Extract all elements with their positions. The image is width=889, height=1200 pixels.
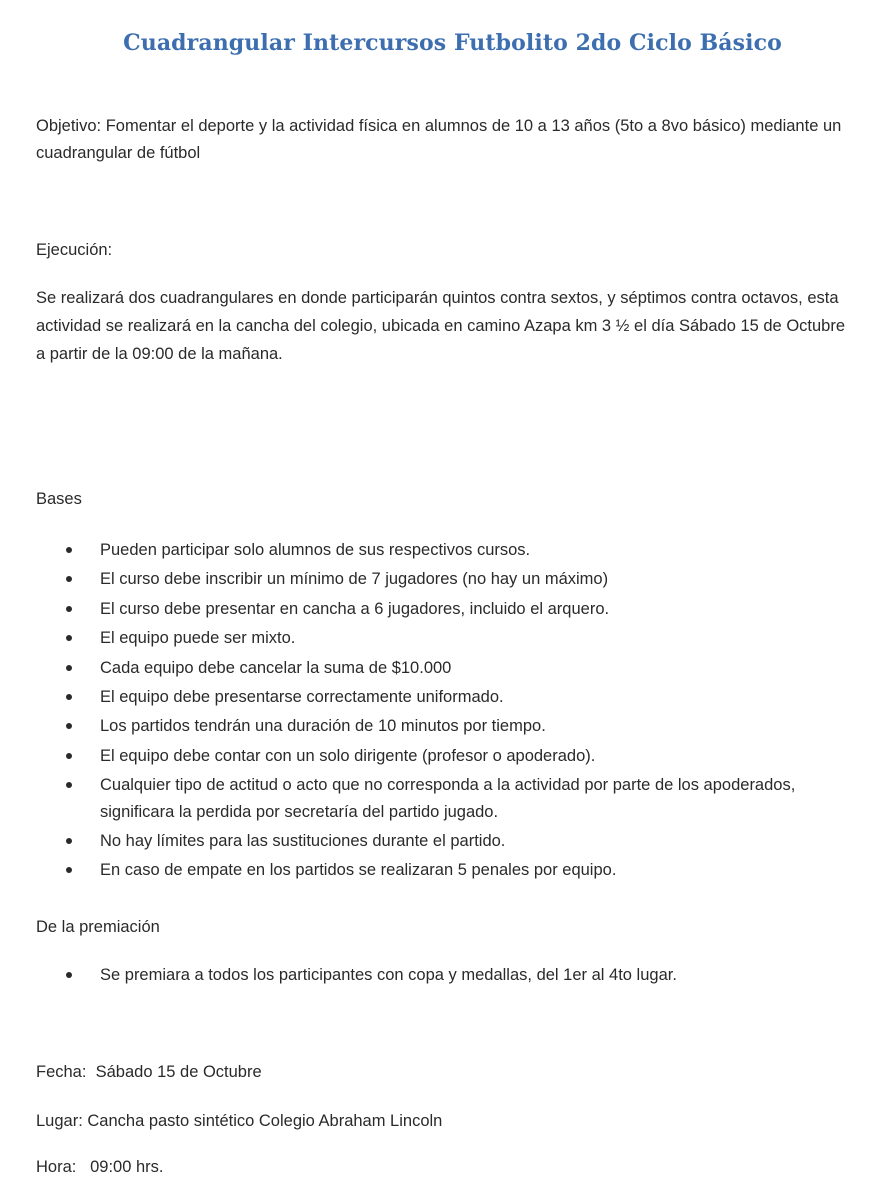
bullet-icon (66, 753, 72, 759)
list-item (0, 566, 889, 592)
list-item-text: Se premiara a todos los participantes con copa y medallas, del 1er al 4to lugar. (100, 966, 677, 984)
time-line: Hora: 09:00 hrs. (36, 1158, 164, 1176)
list-item-text: El equipo debe presentarse correctamente uniformado. (100, 688, 504, 707)
bullet-icon (66, 867, 72, 873)
bullet-icon (66, 635, 72, 641)
document-title: Cuadrangular Intercursos Futbolito 2do Ciclo Básico (123, 30, 782, 56)
list-item-text: El equipo puede ser mixto. (100, 629, 296, 648)
objective-paragraph: Objetivo: Fomentar el deporte y la actividad física en alumnos de 10 a 13 años (5to a 8vo básico) mediante un cuadrangular de fútbol (36, 117, 842, 162)
list-item (0, 537, 889, 563)
execution-heading: Ejecución: (36, 241, 113, 259)
list-item (0, 743, 889, 769)
list-item (0, 772, 889, 825)
list-item-text: En caso de empate en los partidos se realizaran 5 penales por equipo. (100, 861, 617, 880)
list-item (0, 625, 889, 651)
bullet-icon (66, 723, 72, 729)
bullet-icon (66, 782, 72, 788)
awards-list (0, 962, 889, 988)
list-item (0, 828, 889, 854)
list-item-text: Los partidos tendrán una duración de 10 minutos por tiempo. (100, 717, 546, 736)
bases-list (0, 537, 889, 884)
date-line: Fecha: Sábado 15 de Octubre (36, 1063, 262, 1081)
bullet-icon (66, 694, 72, 700)
bullet-icon (66, 972, 72, 978)
list-item-text: El curso debe inscribir un mínimo de 7 jugadores (no hay un máximo) (100, 570, 609, 589)
bases-heading: Bases (36, 490, 82, 508)
list-item-text: No hay límites para las sustituciones durante el partido. (100, 832, 506, 851)
list-item-text: Pueden participar solo alumnos de sus respectivos cursos. (100, 541, 531, 559)
list-item (0, 857, 889, 883)
list-item (0, 655, 889, 681)
list-item-text: El equipo debe contar con un solo dirigente (profesor o apoderado). (100, 746, 596, 765)
list-item (0, 713, 889, 739)
list-item-text: Cualquier tipo de actitud o acto que no corresponda a la actividad por parte de los apoderados, significara la perdida por secretaría del partido jugado. (100, 776, 796, 821)
place-line: Lugar: Cancha pasto sintético Colegio Abraham Lincoln (36, 1112, 443, 1130)
awards-heading: De la premiación (36, 918, 160, 936)
bullet-icon (66, 547, 72, 553)
list-item-text: Cada equipo debe cancelar la suma de $10.000 (100, 658, 452, 677)
bullet-icon (66, 606, 72, 612)
list-item (0, 596, 889, 622)
list-item (0, 962, 889, 988)
list-item-text: El curso debe presentar en cancha a 6 jugadores, incluido el arquero. (100, 599, 610, 618)
execution-paragraph: Se realizará dos cuadrangulares en donde participarán quintos contra sextos, y séptimos contra octavos, esta actividad se realizará en la cancha del colegio, ubicada en camino Azapa km 3 ½ el día Sábado 15 de Octubre a partir de la 09:00 de la mañana. (36, 289, 846, 363)
bullet-icon (66, 576, 72, 582)
bullet-icon (66, 838, 72, 844)
bullet-icon (66, 665, 72, 671)
list-item (0, 684, 889, 710)
